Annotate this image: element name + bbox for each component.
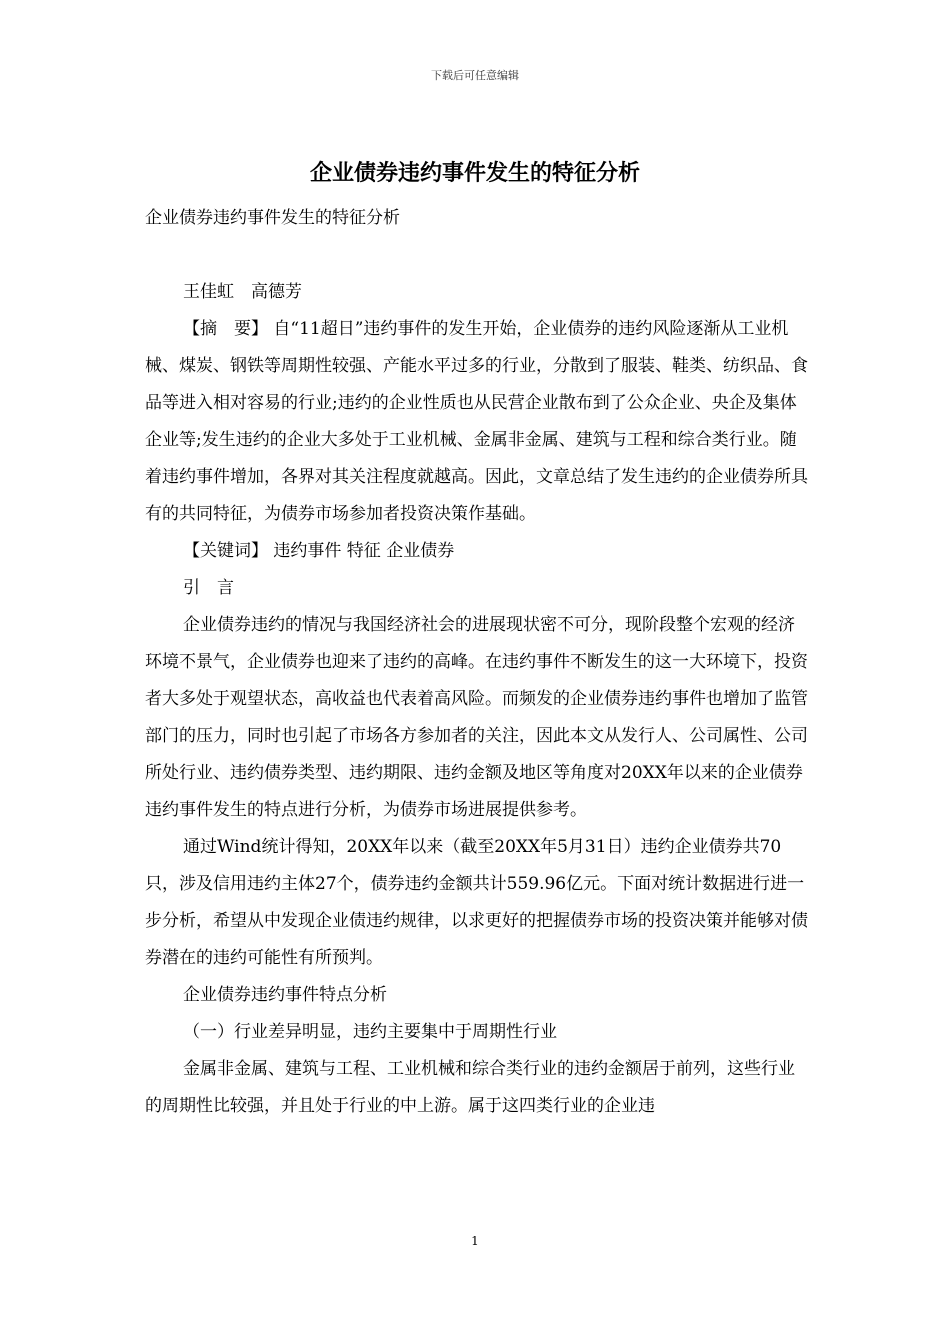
- abstract-paragraph: 【摘 要】 自“11超日”违约事件的发生开始，企业债券的违约风险逐渐从工业机械、煤炭、钢铁等周期性较强、产能水平过多的行业，分散到了服装、鞋类、纺织品、食品等进入相对容易的行业;违约的企业性质也从民营企业散布到了公众企业、央企及集体企业等;发生违约的企业大多处于工业机械、金属非金属、建筑与工程和综合类行业。随着违约事件增加，各界对其关注程度就越高。因此，文章总结了发生违约的企业债券所具有的共同特征，为债券市场参加者投资决策作基础。: [145, 319, 808, 524]
- section-heading: 企业债券违约事件特点分析: [183, 985, 387, 1005]
- body-paragraph: 通过Wind统计得知，20XX年以来（截至20XX年5月31日）违约企业债券共70只，涉及信用违约主体27个，债券违约金额共计559.96亿元。下面对统计数据进行进一步分析，希望从中发现企业债违约规律，以求更好的把握债券市场的投资决策并能够对债券潜在的违约可能性有所预判。: [145, 837, 808, 968]
- document-title: 企业债券违约事件发生的特征分析: [309, 161, 640, 186]
- keywords-line: 【关键词】 违约事件 特征 企业债券: [183, 541, 455, 561]
- page-number: 1: [471, 1234, 479, 1248]
- authors: 王佳虹 高德芳: [183, 282, 302, 302]
- intro-heading: 引 言: [183, 578, 234, 598]
- header-note: 下载后可任意编辑: [431, 69, 519, 82]
- body-paragraph: 企业债券违约的情况与我国经济社会的进展现状密不可分，现阶段整个宏观的经济环境不景气，企业债券也迎来了违约的高峰。在违约事件不断发生的这一大环境下，投资者大多处于观望状态，高收益也代表着高风险。而频发的企业债券违约事件也增加了监管部门的压力，同时也引起了市场各方参加者的关注，因此本文从发行人、公司属性、公司所处行业、违约债券类型、违约期限、违约金额及地区等角度对20XX年以来的企业债券违约事件发生的特点进行分析，为债券市场进展提供参考。: [145, 615, 808, 820]
- document-body: [145, 200, 810, 1125]
- body-paragraph: 金属非金属、建筑与工程、工业机械和综合类行业的违约金额居于前列，这些行业的周期性比较强，并且处于行业的中上游。属于这四类行业的企业违: [145, 1059, 795, 1116]
- document-subtitle: 企业债券违约事件发生的特征分析: [145, 208, 400, 228]
- subsection-heading: （一）行业差异明显，违约主要集中于周期性行业: [183, 1022, 557, 1042]
